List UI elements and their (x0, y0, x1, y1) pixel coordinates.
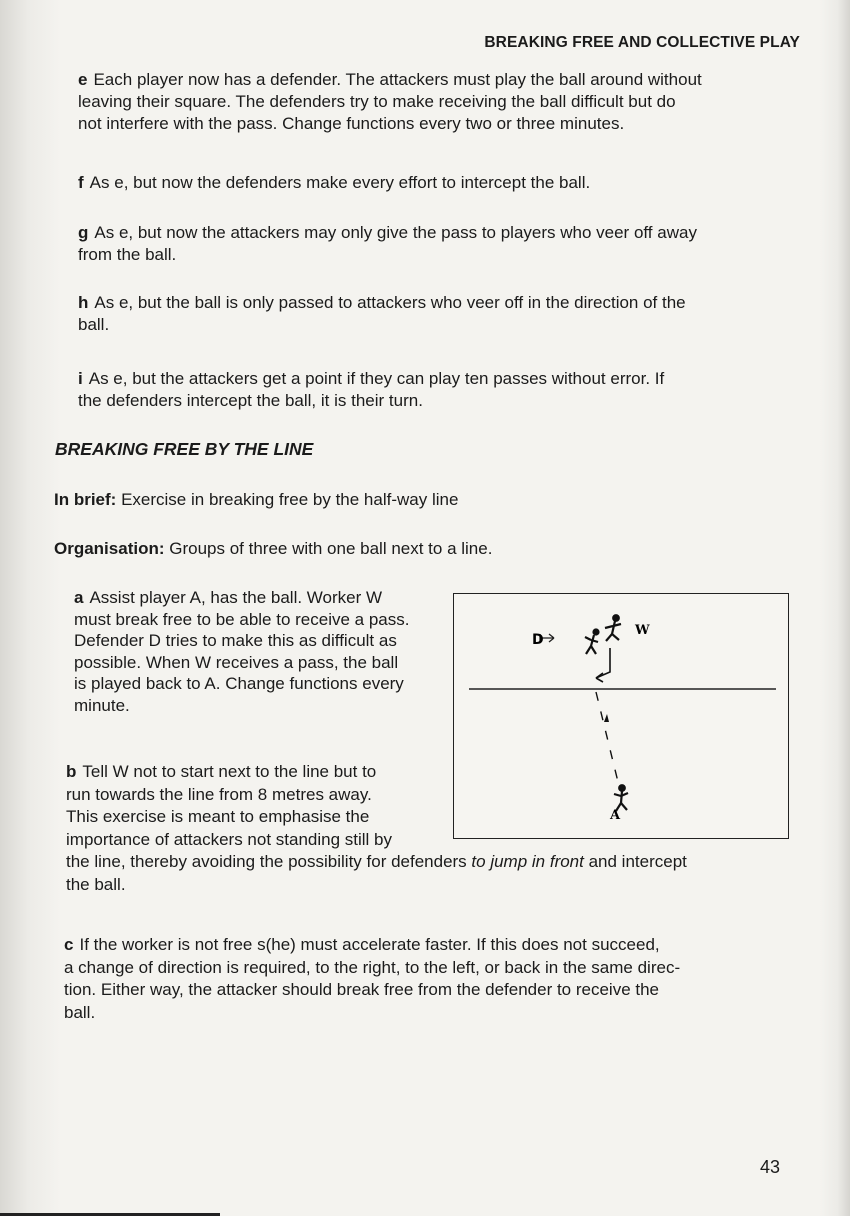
variation-letter: b (66, 762, 77, 781)
pass-line (596, 692, 619, 786)
exercise-diagram (453, 593, 789, 839)
variation-a (74, 587, 450, 716)
label-d: D (532, 632, 544, 648)
running-head: BREAKING FREE AND COLLECTIVE PLAY (484, 34, 800, 51)
text-line: leaving their square. The defenders try to make receiving the ball difficult but do (78, 92, 676, 111)
text-line: minute. (74, 695, 130, 715)
section-heading: BREAKING FREE BY THE LINE (55, 439, 314, 459)
text-line: importance of attackers not standing still by (66, 829, 392, 849)
variation-letter: f (78, 173, 84, 192)
text-line: As e, but the ball is only passed to attackers who veer off in the direction of the (94, 293, 686, 312)
text-line: from the ball. (78, 245, 177, 264)
text-line: a change of direction is required, to the right, to the left, or back in the same direc- (64, 957, 681, 977)
label-a: A (610, 808, 621, 823)
variation-i (78, 368, 664, 412)
text-line: As e, but now the defenders make every effort to intercept the ball. (89, 173, 591, 192)
variation-g (78, 222, 697, 266)
page-edge-shadow (838, 0, 850, 1216)
in-brief (54, 489, 458, 511)
variation-letter: g (78, 223, 89, 242)
variation-c (64, 934, 794, 1024)
text-line: Tell W not to start next to the line but to (82, 762, 377, 781)
worker-figure-icon (605, 615, 621, 641)
organisation-label: Organisation: (54, 539, 165, 558)
diagram-drawing (454, 594, 787, 837)
text-line: run towards the line from 8 metres away. (66, 784, 372, 804)
text-line: ball. (64, 1002, 96, 1022)
text-line: If the worker is not free s(he) must accelerate faster. If this does not succeed, (79, 935, 660, 954)
variation-letter: e (78, 70, 88, 89)
text-line: Each player now has a defender. The attackers must play the ball around without (93, 70, 702, 89)
text-line: tion. Either way, the attacker should break free from the defender to receive the (64, 980, 660, 999)
organisation (54, 538, 492, 560)
page-number: 43 (759, 1157, 780, 1177)
variation-letter: i (78, 369, 83, 388)
text-line: the ball. (66, 874, 126, 894)
text-line: is played back to A. Change functions every (74, 674, 404, 693)
organisation-text: Groups of three with one ball next to a line. (169, 539, 493, 558)
variation-h (78, 292, 686, 336)
pass-arrowhead-icon (604, 714, 609, 722)
emphasis-text: to jump in front (471, 852, 584, 871)
text-line: As e, but now the attackers may only give the pass to players who veer off away (94, 223, 697, 242)
text-line: ball. (78, 315, 110, 334)
label-w: W (635, 623, 650, 638)
text-line: As e, but the attackers get a point if they can play ten passes without error. If (88, 369, 665, 388)
text-line: not interfere with the pass. Change functions every two or three minutes. (78, 114, 625, 133)
in-brief-label: In brief: (54, 490, 117, 509)
text-line: Assist player A, has the ball. Worker W (89, 588, 383, 607)
defender-figure-icon (585, 630, 599, 655)
variation-e (78, 69, 702, 135)
text-line: must break free to be able to receive a pass. (74, 609, 410, 629)
run-arrowhead-icon (596, 673, 603, 682)
variation-letter: a (74, 588, 84, 607)
text-line: possible. When W receives a pass, the ball (74, 652, 399, 672)
text-line: the defenders intercept the ball, it is their turn. (78, 391, 423, 410)
text-line: This exercise is meant to emphasise the (66, 807, 370, 826)
text-line: Defender D tries to make this as difficult as (74, 631, 397, 650)
in-brief-text: Exercise in breaking free by the half-way line (121, 490, 459, 509)
text-line: and intercept (583, 852, 687, 871)
variation-letter: c (64, 935, 74, 954)
text-line: the line, thereby avoiding the possibility for defenders (66, 852, 472, 871)
variation-letter: h (78, 293, 89, 312)
variation-f (78, 172, 590, 194)
